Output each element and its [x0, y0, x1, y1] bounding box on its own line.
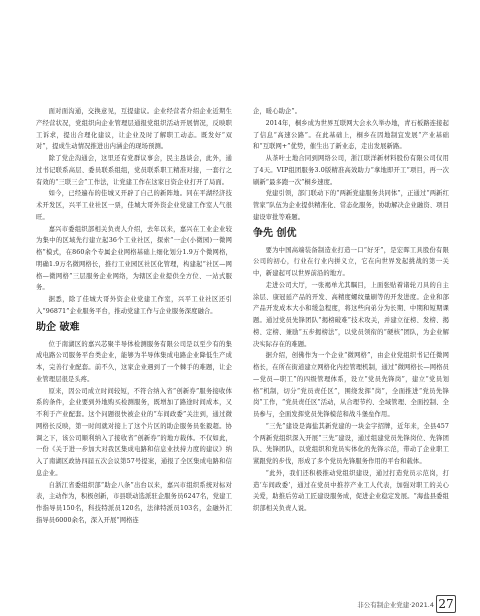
section-heading: 争先 创优	[253, 227, 297, 239]
body-paragraph: 走进公司大厅，一张褐单尤其瞩目，上面张贴着诸轮刀具的自主涂层、康冠延产品的开发、高精度螺纹量刷等的开发进度。企业和部产品开发成本大小和缓急程度，将这些向弟分为长期、中期和短期课题。通过党员先锋团队“揭榜破难”技术攻关，并建立征榜、发榜、揭榜、定榜、兼励“五步揭榜法”，以党员领衔的“硬核”团队，为企业解决实际存在的难题。	[253, 281, 449, 348]
right-column	[253, 106, 449, 515]
body-paragraph: 自浙江省委组织部“助企八条”出台以来，嘉兴市组织系统对标对表，主动作为，积极创新，市县联动选派驻企服务员6247名，党建工作指导员150名，科技特派员120名，法律特派员103名，金融外汇指导员6000余名，深入开展“网格连	[36, 481, 232, 524]
body-paragraph: 党建引领，部门联动下的“两新党建服务共同体”，正通过“两新红管家”队伍为企业提供精准化、常态化服务，协助解决企业融资、项目建设审批等难题。	[253, 190, 449, 221]
body-paragraph: 从茶叶土地合同到网络公司，浙江联洋新材料股份有限公司仅用了4天。VIP组团服务3.0版精准高效助力“拿地即开工”项目，再一次刷新“最多跑一次”桐乡速度。	[253, 155, 449, 186]
body-paragraph: 要为中国高端装备制造业打造一口“好牙”，是宏晖工具股份有限公司的初心，行业在行业内拼义立，它在向世界发起挑战的第一关中，新建起可以世界前沿的地方。	[253, 246, 449, 277]
body-paragraph: 如今，已经遍布的佳城又开辟了自己的新阵地。同在平湖经济技术开发区，兴平工业社区一票，佳城大哥外资企业党建工作室人气很旺。	[36, 190, 232, 221]
body-paragraph: 据悉，除了佳城大哥外资企业党建工作室，兴平工业社区还引入“96871”企业服务平台，推动党建工作与企业服务深度融合。	[36, 296, 232, 315]
body-paragraph: 2014年，桐乡成为世界互联网大会永久举办地，青石板路连接起了信息“高速公路”。在此基础上，桐乡在因地制宜发展“产业基础和“互联网+”优势，催生出了新业态，走出发展新路。	[253, 119, 449, 151]
page-footer	[0, 596, 480, 616]
body-paragraph: 原来，因公司成立时间较短，不符合纳入省“创新券”服务接收体系的条件，企业要到外地购买检测服务，既增加了路途时间成本，又不利于产业配套。这个问题很快被企业的“车间政委”关注到，通过微网格长反映，第一时间就对接上了这个片区的助企服务员张毅超。协调之下，该公司顺利纳入了接收省“创新券”的地方载体。不仅如此，一份《关于进一步加大对我区集成电路和信息业扶持力度的建议》纳入了南湖区政协四届五次会议第57号提案，通报了全区集成电路和信息企业。	[36, 387, 232, 477]
left-column	[36, 106, 232, 527]
body-paragraph: “此外，我们还积极推动党组织建设，通过打造党员示范岗，打造‘车间政委’，通过在党员中推荐产业工人代表，加强对职工的关心关爱，助推后劳动工匠建设服务成，促进企业稳定发展。“海盐县委组织部相关负责人说。	[253, 469, 449, 512]
body-paragraph: 面对面沟通，交换意见，互提建议。企业经营者介绍企业近期生产经营状况，党组织向企业管理层通报党组织活动开展情况，反映职工诉求，提出合理化建议，让企业及时了解职工动态。既发好“双对”，提成生动情况推进出内涵企的现场预测。	[36, 108, 232, 151]
body-paragraph: “三先”建设是海盐其新党建的一块金字招牌，近年来，全县457个两新党组织深入开展“三先”建设，通过组建党员先锋岗位、先锋团队、先锋团队，以党组织和党员实体化的先锋示范，带动了企业职工紧跟党的步伐，形成了多个党员先锋服务作用的平台和载体。	[253, 422, 449, 465]
body-paragraph-continued: 企，暖心助企”。	[253, 108, 302, 115]
page-number: 27	[436, 595, 456, 613]
body-paragraph: 据介绍，创佛作为一个企业“微网格”，由企业党组织书记任微网格长，在所在街道建立网格化内控管理机制，通过“微网格长—网格员—党员—职工”的四级管理体系，设立“党员先锋岗”，建立“党员划格”机制，切分“党员责任区”，围绕发挥“岗”，全面推进“党员先锋岗”工作，“党员责任区”活动，从合理节约、全域管理、全面控制、全员参与，全面发挥党员先锋模范和战斗堡垒作用。	[253, 352, 449, 418]
body-paragraph: 嘉兴市委组织部相关负责人介绍，去年以来，嘉兴在工业企业较为集中的区域先行建立起36个工业社区，探索“一企(小微园)一微网格”模式，在860余个专属企业网格基础上细化划分1.9万个微网格，明确1.9万名微网格长，推行工业园区社区化管理，构建起“社区—网格—微网格”三层服务企业网络，为辖区企业提供全方位、一站式服务。	[36, 225, 232, 292]
section-heading: 助企 破难	[36, 321, 80, 333]
journal-title: 非公有制企业党建·2021.4	[357, 601, 434, 609]
body-paragraph: 位于南湖区的嘉兴芯聚半导体检测服务有限公司是以至少有的集成电路公司服务平台类企业，能够为半导体集成电路企业降低生产成本，完善行业配套。前不久，这家企业遇到了一个棘手的难题，让企业管理层很是头疼。	[36, 340, 232, 383]
body-paragraph: 除了党企沟通会，这里还有党群议事会，民主恳谈会，此外，通过书记联系高层、委员联系组组，党员联系职工精准对接，一套行之有效的“三联三会”工作法，让党建工作在这家日资企业打开了局面。	[36, 155, 232, 186]
